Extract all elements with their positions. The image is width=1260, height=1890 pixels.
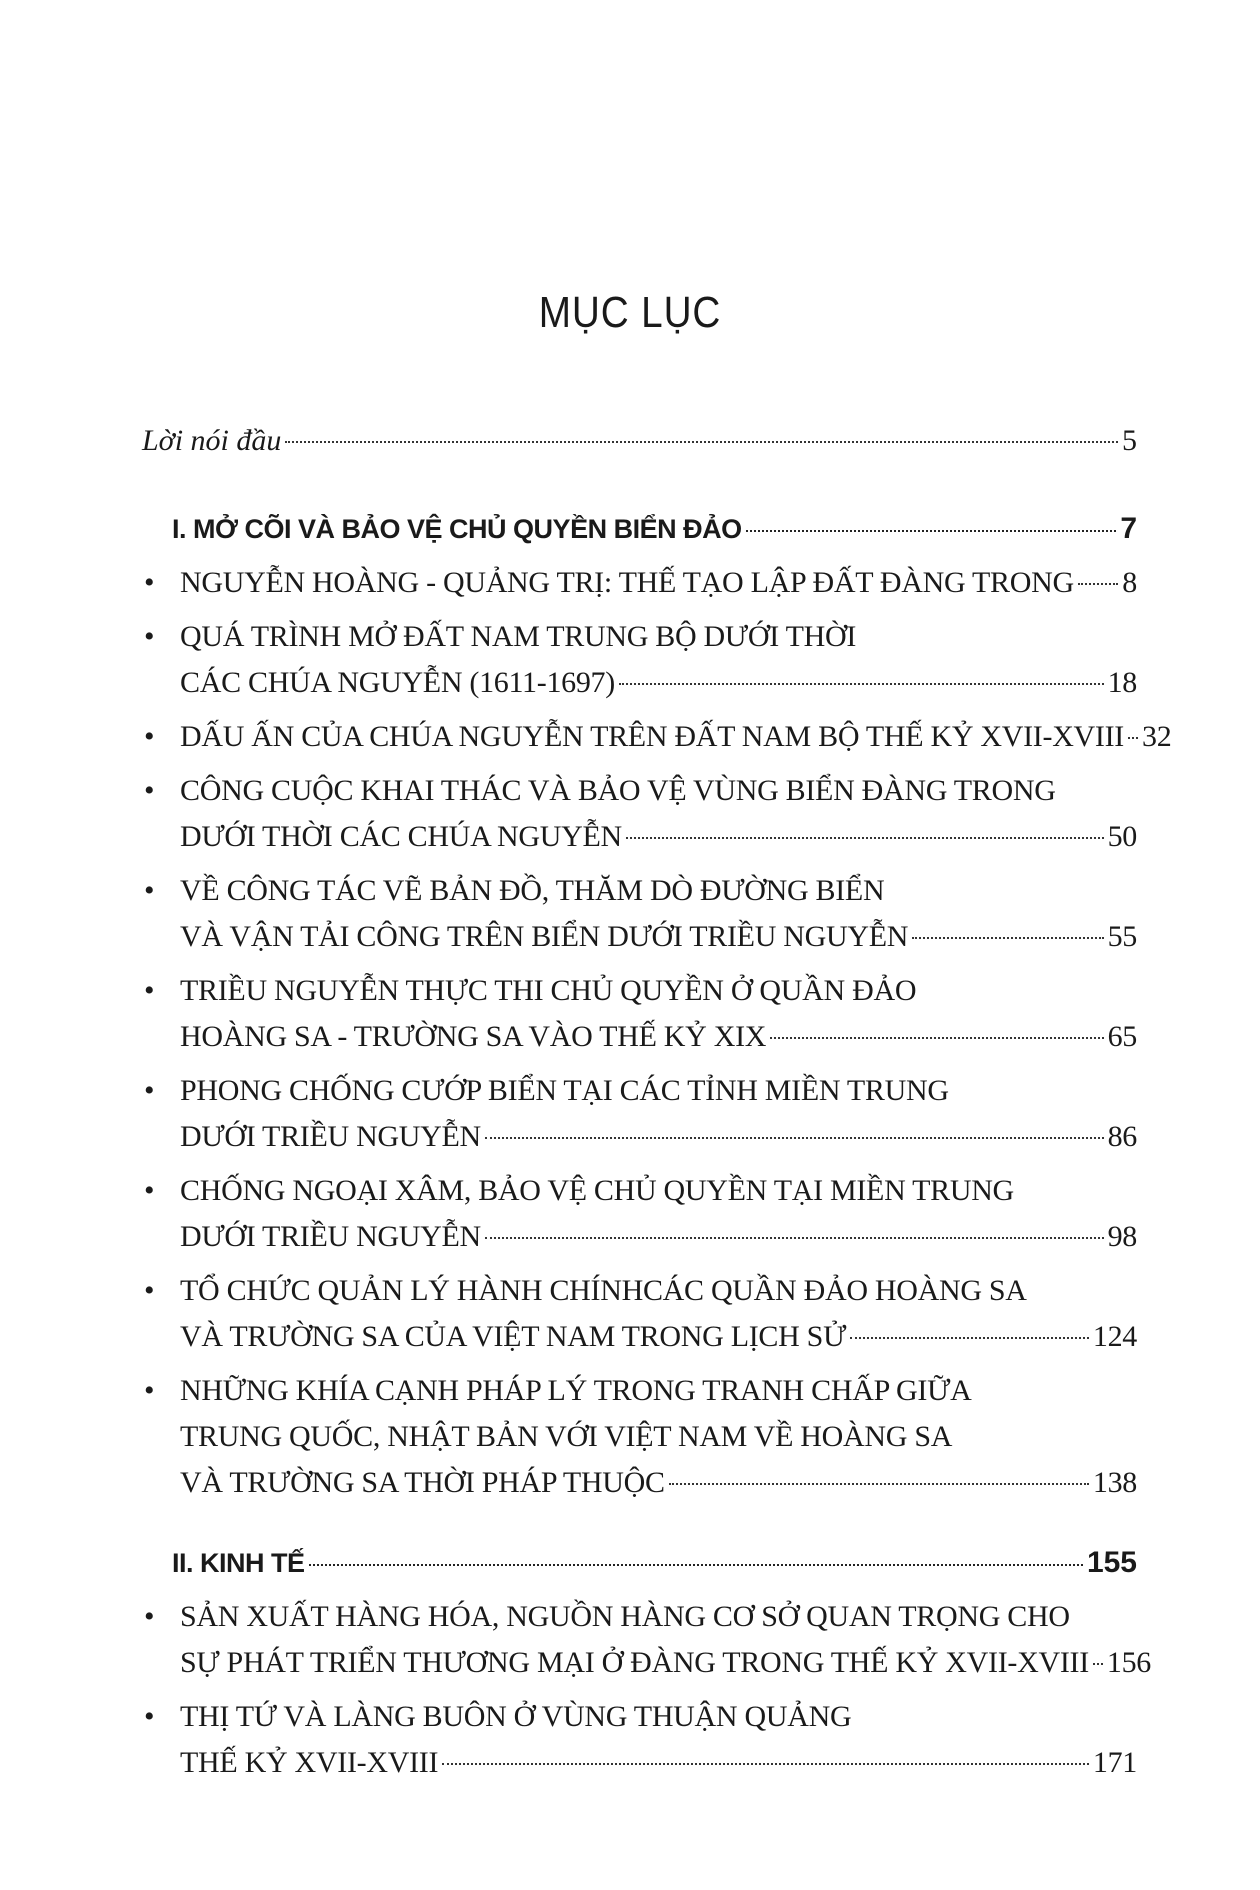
entry-title-line: NGUYỄN HOÀNG - QUẢNG TRỊ: THẾ TẠO LẬP ĐẤT ĐÀNG TRONG (180, 566, 1074, 599)
entry-title-line: PHONG CHỐNG CƯỚP BIỂN TẠI CÁC TỈNH MIỀN TRUNG (180, 1074, 949, 1107)
entry-title-line: THẾ KỶ XVII-XVIII (180, 1746, 439, 1779)
section-page-number: 155 (1086, 1546, 1137, 1579)
bullet-icon: • (144, 974, 155, 1007)
entry-final-line (180, 1640, 1152, 1686)
entry-final-line (180, 1014, 1137, 1060)
entry-page-number: 18 (1107, 666, 1137, 699)
entry-page-number: 138 (1092, 1466, 1137, 1499)
entry-final-line (180, 660, 1137, 706)
dot-leader (669, 1483, 1089, 1485)
toc-entry (142, 1694, 1137, 1786)
entry-title-line: NHỮNG KHÍA CẠNH PHÁP LÝ TRONG TRANH CHẤP GIỮA (180, 1374, 972, 1407)
section-title: I. MỞ CÕI VÀ BẢO VỆ CHỦ QUYỀN BIỂN ĐẢO (172, 514, 742, 544)
dot-leader (1078, 583, 1118, 585)
entry-title-line: CÔNG CUỘC KHAI THÁC VÀ BẢO VỆ VÙNG BIỂN ĐÀNG TRONG (180, 774, 1056, 807)
toc-section-heading (142, 506, 1137, 552)
entry-title-line: TỔ CHỨC QUẢN LÝ HÀNH CHÍNHCÁC QUẦN ĐẢO HOÀNG SA (180, 1274, 1027, 1307)
bullet-icon: • (144, 1074, 155, 1107)
entry-final-line (180, 1114, 1137, 1160)
toc-entry (142, 1368, 1137, 1506)
entry-title-line: TRUNG QUỐC, NHẬT BẢN VỚI VIỆT NAM VỀ HOÀNG SA (180, 1420, 953, 1453)
entry-final-line (180, 560, 1137, 606)
entry-page-number: 86 (1107, 1120, 1137, 1153)
entry-page-number: 98 (1107, 1220, 1137, 1253)
toc-preface (142, 418, 1137, 464)
dot-leader (850, 1337, 1089, 1339)
entry-title-line: VÀ VẬN TẢI CÔNG TRÊN BIỂN DƯỚI TRIỀU NGUYỄN (180, 920, 909, 953)
bullet-icon: • (144, 1374, 155, 1407)
toc-entry (142, 1594, 1152, 1686)
bullet-icon: • (144, 1274, 155, 1307)
entry-final-line (180, 1314, 1137, 1360)
entry-page-number: 8 (1122, 566, 1137, 599)
toc-entry (142, 1268, 1137, 1360)
toc-entry (142, 968, 1137, 1060)
entry-title-line: QUÁ TRÌNH MỞ ĐẤT NAM TRUNG BỘ DƯỚI THỜI (180, 620, 857, 653)
toc-entry (142, 714, 1172, 760)
entry-page-number: 50 (1107, 820, 1137, 853)
bullet-icon: • (144, 720, 155, 753)
bullet-icon: • (144, 874, 155, 907)
entry-title-line: CÁC CHÚA NGUYỄN (1611-1697) (180, 666, 615, 699)
toc-entry (142, 1068, 1137, 1160)
bullet-icon: • (144, 1700, 155, 1733)
entry-title-line: SỰ PHÁT TRIỂN THƯƠNG MẠI Ở ĐÀNG TRONG THẾ KỶ XVII-XVIII (180, 1646, 1089, 1679)
entry-title-line: DƯỚI TRIỀU NGUYỄN (180, 1120, 481, 1153)
toc-entry (142, 1168, 1137, 1260)
bullet-icon: • (144, 566, 155, 599)
entry-page-number: 156 (1106, 1646, 1152, 1679)
entry-page-number: 55 (1107, 920, 1137, 953)
dot-leader (1128, 737, 1138, 739)
bullet-icon: • (144, 620, 155, 653)
dot-leader (912, 937, 1103, 939)
dot-leader (1093, 1663, 1103, 1665)
preface-label: Lời nói đầu (142, 424, 282, 457)
entry-title-line: CHỐNG NGOẠI XÂM, BẢO VỆ CHỦ QUYỀN TẠI MIỀN TRUNG (180, 1174, 1014, 1207)
toc-entry (142, 868, 1137, 960)
dot-leader (746, 530, 1117, 532)
table-of-contents (142, 418, 1172, 1794)
entry-title-line: VỀ CÔNG TÁC VẼ BẢN ĐỒ, THĂM DÒ ĐƯỜNG BIỂN (180, 874, 885, 907)
page-title: MỤC LỤC (538, 288, 722, 337)
entry-final-line (180, 1460, 1137, 1506)
entry-page-number: 32 (1142, 720, 1172, 753)
dot-leader (285, 441, 1118, 443)
dot-leader (442, 1763, 1089, 1765)
toc-section-heading (142, 1540, 1137, 1586)
entry-final-line (180, 1740, 1137, 1786)
entry-title-line: VÀ TRƯỜNG SA THỜI PHÁP THUỘC (180, 1466, 665, 1499)
entry-final-line (180, 1214, 1137, 1260)
entry-title-line: SẢN XUẤT HÀNG HÓA, NGUỒN HÀNG CƠ SỞ QUAN TRỌNG CHO (180, 1600, 1070, 1633)
entry-title-line: DƯỚI TRIỀU NGUYỄN (180, 1220, 481, 1253)
toc-sections (142, 506, 1172, 1786)
dot-leader (770, 1037, 1103, 1039)
bullet-icon: • (144, 1174, 155, 1207)
entry-title-line: THỊ TỨ VÀ LÀNG BUÔN Ở VÙNG THUẬN QUẢNG (180, 1700, 852, 1733)
entry-title-line: TRIỀU NGUYỄN THỰC THI CHỦ QUYỀN Ở QUẦN ĐẢO (180, 974, 917, 1007)
entry-final-line (180, 914, 1137, 960)
entry-page-number: 65 (1107, 1020, 1137, 1053)
entry-final-line (180, 814, 1137, 860)
bullet-icon: • (144, 774, 155, 807)
dot-leader (619, 683, 1104, 685)
entry-title-line: HOÀNG SA - TRƯỜNG SA VÀO THẾ KỶ XIX (180, 1020, 767, 1053)
dot-leader (485, 1237, 1104, 1239)
entry-title-line: VÀ TRƯỜNG SA CỦA VIỆT NAM TRONG LỊCH SỬ (180, 1320, 847, 1353)
dot-leader (626, 837, 1104, 839)
section-title: II. KINH TẾ (172, 1548, 305, 1578)
toc-entry (142, 560, 1137, 606)
entry-title-line: DƯỚI THỜI CÁC CHÚA NGUYỄN (180, 820, 622, 853)
entry-final-line (180, 714, 1172, 760)
section-page-number: 7 (1120, 512, 1137, 545)
preface-page: 5 (1122, 424, 1137, 457)
dot-leader (485, 1137, 1104, 1139)
dot-leader (309, 1564, 1083, 1566)
toc-entry (142, 768, 1137, 860)
entry-title-line: DẤU ẤN CỦA CHÚA NGUYỄN TRÊN ĐẤT NAM BỘ THẾ KỶ XVII-XVIII (180, 720, 1124, 753)
entry-page-number: 124 (1092, 1320, 1137, 1353)
bullet-icon: • (144, 1600, 155, 1633)
entry-page-number: 171 (1092, 1746, 1137, 1779)
toc-entry (142, 614, 1137, 706)
